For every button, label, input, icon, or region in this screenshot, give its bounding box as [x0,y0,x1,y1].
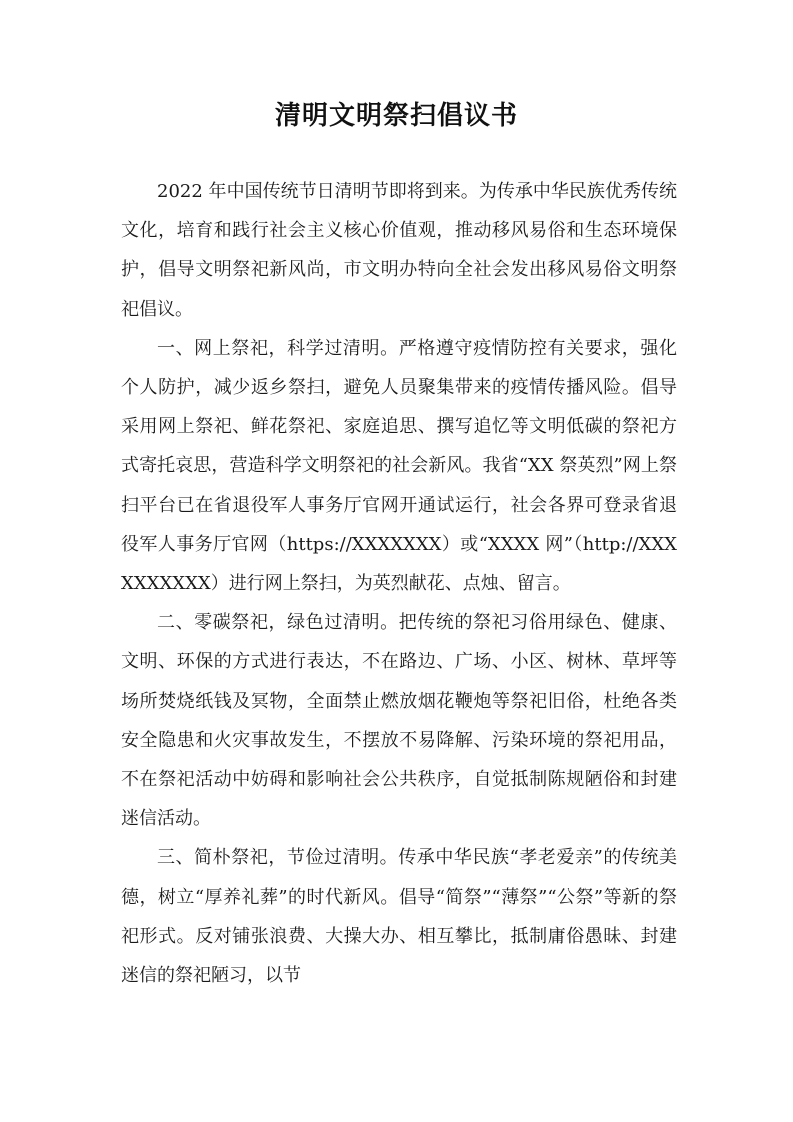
paragraph-simple-sacrifice: 三、简朴祭祀，节俭过清明。传承中华民族“孝老爱亲”的传统美德，树立“厚养礼葬”的时代新风。倡导“简祭”“薄祭”“公祭”等新的祭祀形式。反对铺张浪费、大操大办、相互攀比，抵制庸俗愚昧、封建迷信的祭祀陋习，以节 [121,847,677,987]
document-title: 清明文明祭扫倡议书 [274,101,518,131]
paragraph-zero-carbon-sacrifice: 二、零碳祭祀，绿色过清明。把传统的祭祀习俗用绿色、健康、文明、环保的方式进行表达，不在路边、广场、小区、树林、草坪等场所焚烧纸钱及冥物，全面禁止燃放烟花鞭炮等祭祀旧俗，杜绝各类安全隐患和火灾事故发生，不摆放不易降解、污染环境的祭祀用品，不在祭祀活动中妨碍和影响社会公共秩序，自觉抵制陈规陋俗和封建迷信活动。 [121,612,677,830]
paragraph-intro: 2022 年中国传统节日清明节即将到来。为传承中华民族优秀传统文化，培育和践行社会主义核心价值观，推动移风易俗和生态环境保护，倡导文明祭祀新风尚，市文明办特向全社会发出移风易俗文明祭祀倡议。 [121,181,677,320]
document-body [121,172,677,995]
paragraph-online-sacrifice: 一、网上祭祀，科学过清明。严格遵守疫情防控有关要求，强化个人防护，减少返乡祭扫，避免人员聚集带来的疫情传播风险。倡导采用网上祭祀、鲜花祭祀、家庭追思、撰写追忆等文明低碳的祭祀方式寄托哀思，营造科学文明祭祀的社会新风。我省“XX 祭英烈”网上祭扫平台已在省退役军人事务厅官网开通试运行，社会各界可登录省退役军人事务厅官网（https://XXXXXXX）或“XXXX 网”（http://XXXXXXXXXX）进行网上祭扫，为英烈献花、点烛、留言。 [121,337,677,595]
